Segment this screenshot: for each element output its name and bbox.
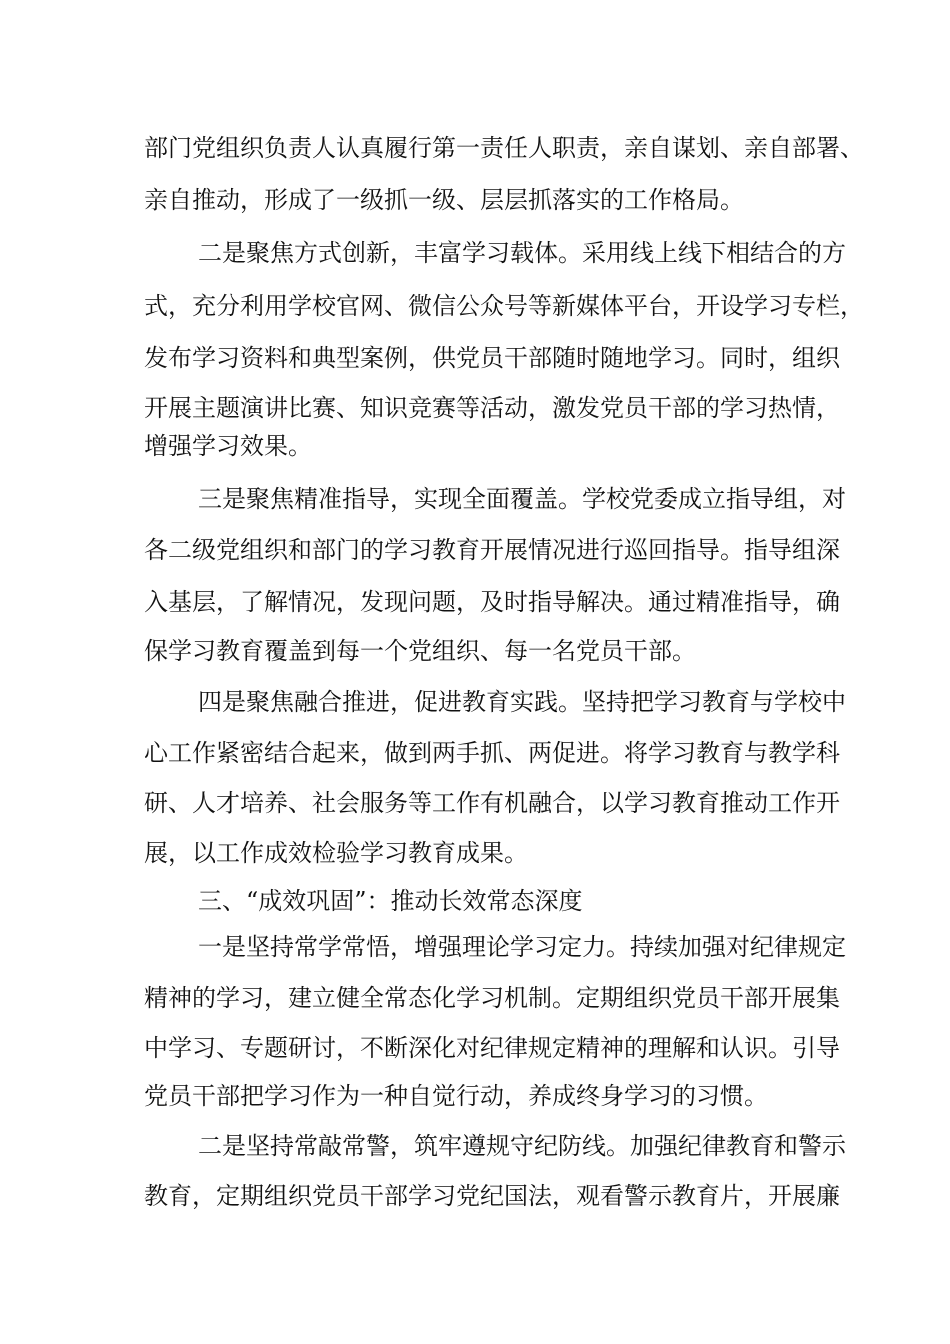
text-line: 心工作紧密结合起来，做到两手抓、两促进。将学习教育与教学科 [144, 739, 840, 767]
paragraph-start-line: 一是坚持常学常悟，增强理论学习定力。持续加强对纪律规定 [198, 933, 846, 961]
text-line: 教育，定期组织党员干部学习党纪国法，观看警示教育片，开展廉 [144, 1182, 840, 1210]
paragraph-start-line: 四是聚焦融合推进，促进教育实践。坚持把学习教育与学校中 [198, 688, 846, 716]
text-line: 精神的学习，建立健全常态化学习机制。定期组织党员干部开展集 [144, 984, 840, 1012]
paragraph-start-line: 三是聚焦精准指导，实现全面覆盖。学校党委成立指导组，对 [198, 485, 846, 513]
paragraph-start-line: 二是坚持常敲常警，筑牢遵规守纪防线。加强纪律教育和警示 [198, 1132, 846, 1160]
section-heading: 三、“成效巩固”：推动长效常态深度 [198, 887, 583, 915]
text-line: 部门党组织负责人认真履行第一责任人职责，亲自谋划、亲自部署、 [144, 134, 864, 162]
text-line: 开展主题演讲比赛、知识竞赛等活动，激发党员干部的学习热情， [144, 394, 840, 422]
text-line: 增强学习效果。 [144, 432, 312, 460]
text-line: 保学习教育覆盖到每一个党组织、每一名党员干部。 [144, 637, 696, 665]
text-line: 党员干部把学习作为一种自觉行动，养成终身学习的习惯。 [144, 1082, 768, 1110]
text-line: 各二级党组织和部门的学习教育开展情况进行巡回指导。指导组深 [144, 536, 840, 564]
text-line: 入基层，了解情况，发现问题，及时指导解决。通过精准指导，确 [144, 588, 840, 616]
text-line: 中学习、专题研讨，不断深化对纪律规定精神的理解和认识。引导 [144, 1034, 840, 1062]
text-line: 研、人才培养、社会服务等工作有机融合，以学习教育推动工作开 [144, 789, 840, 817]
text-line: 式，充分利用学校官网、微信公众号等新媒体平台，开设学习专栏， [144, 292, 864, 320]
text-line: 发布学习资料和典型案例，供党员干部随时随地学习。同时，组织 [144, 344, 840, 372]
text-line: 亲自推动，形成了一级抓一级、层层抓落实的工作格局。 [144, 186, 744, 214]
paragraph-start-line: 二是聚焦方式创新，丰富学习载体。采用线上线下相结合的方 [198, 239, 846, 267]
text-line: 展，以工作成效检验学习教育成果。 [144, 839, 528, 867]
